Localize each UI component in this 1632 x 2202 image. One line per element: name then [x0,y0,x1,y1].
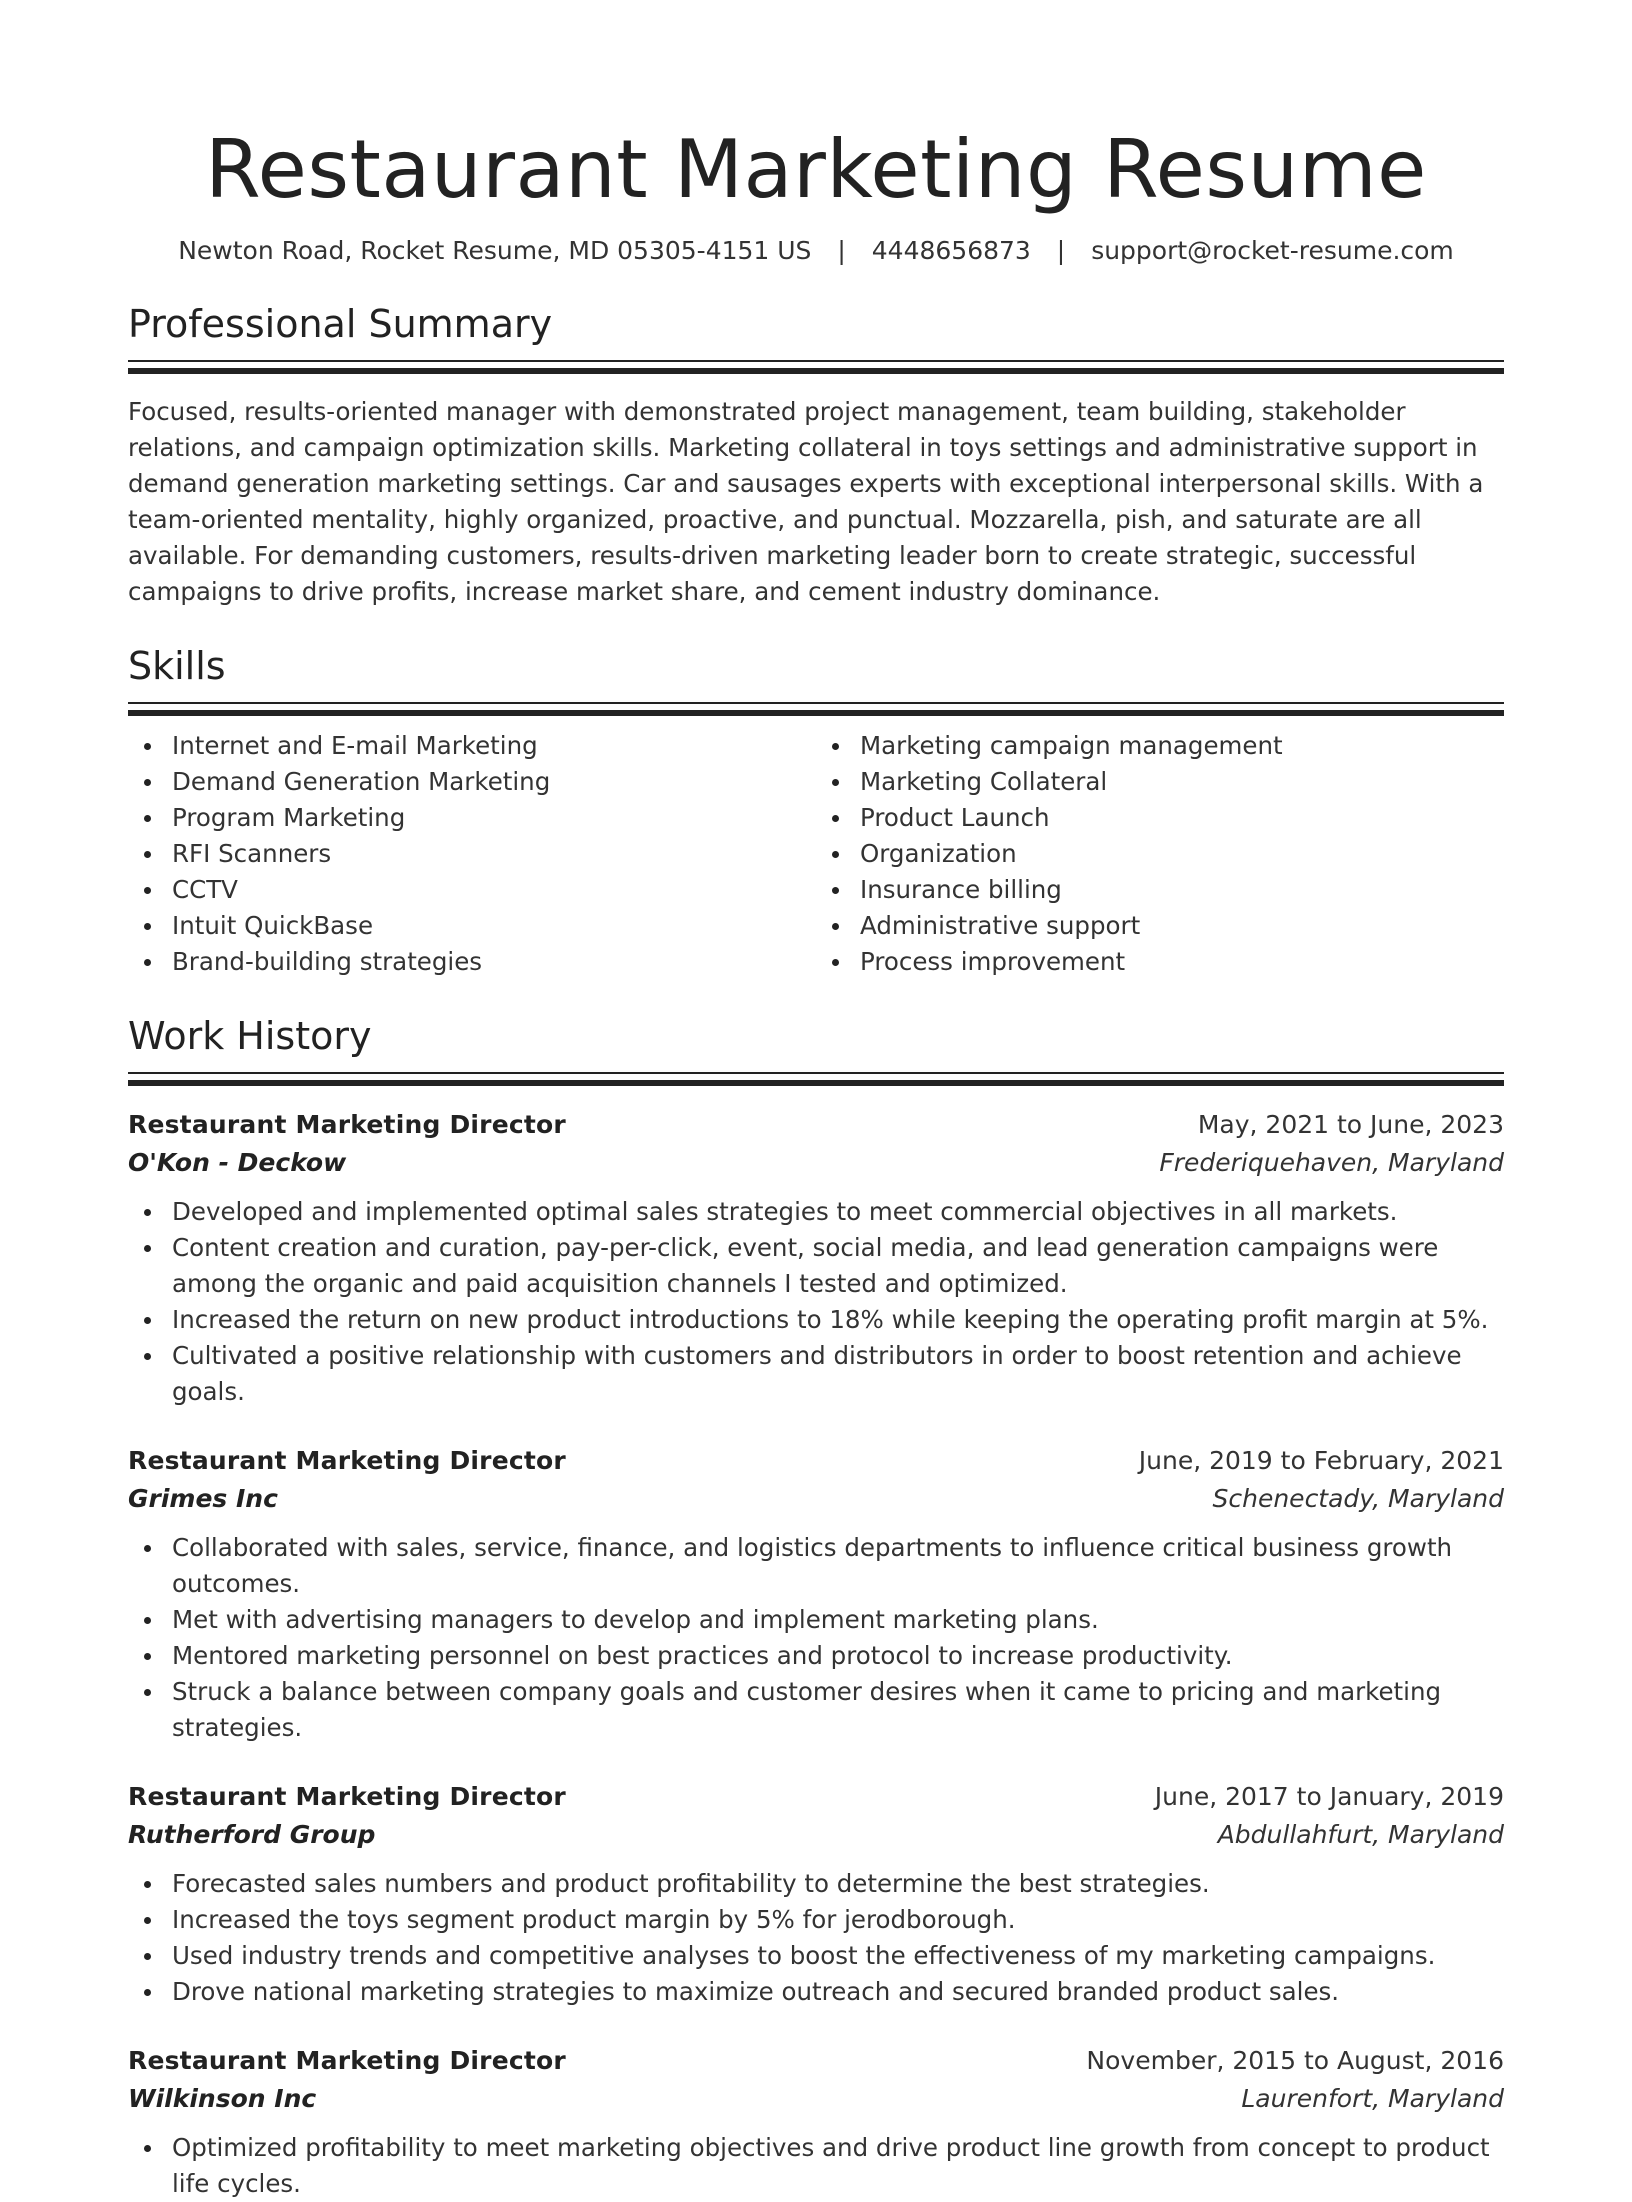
job-title: Restaurant Marketing Director [128,1110,566,1139]
job-location: Frederiquehaven, Maryland [1159,1148,1504,1177]
section-divider [128,702,1504,716]
section-title-work-history: Work History [128,1014,372,1058]
job-dates: June, 2017 to January, 2019 [1154,1782,1504,1811]
job-entry [128,1106,1504,1410]
skills-columns [128,728,1504,980]
job-bullet: Drove national marketing strategies to maximize outreach and secured branded product sales. [172,1974,1504,2010]
contact-line [128,234,1504,268]
skill-item: Intuit QuickBase [172,908,816,944]
resume-title: Restaurant Marketing Resume [205,123,1427,216]
skill-item: Demand Generation Marketing [172,764,816,800]
contact-phone: 4448656873 [871,236,1031,265]
job-bullet: Developed and implemented optimal sales strategies to meet commercial objectives in all markets. [172,1194,1504,1230]
skill-item: Marketing Collateral [860,764,1504,800]
skill-item: Administrative support [860,908,1504,944]
job-bullet: Increased the return on new product introductions to 18% while keeping the operating profit margin at 5%. [172,1302,1504,1338]
job-company: Rutherford Group [128,1820,376,1849]
job-bullets [128,1530,1504,1746]
job-dates: May, 2021 to June, 2023 [1197,1110,1504,1139]
resume-content [128,120,1504,2202]
skill-item: Brand-building strategies [172,944,816,980]
contact-separator: | [1056,236,1066,265]
contact-email: support@rocket-resume.com [1091,236,1454,265]
job-title: Restaurant Marketing Director [128,1782,566,1811]
job-company: O'Kon - Deckow [128,1148,347,1177]
section-title-skills: Skills [128,644,226,688]
job-bullet: Collaborated with sales, service, finance, and logistics departments to influence critical business growth outcomes. [172,1530,1504,1602]
job-dates: November, 2015 to August, 2016 [1086,2046,1504,2075]
job-entry [128,2042,1504,2202]
section-divider [128,1072,1504,1086]
skill-item: Organization [860,836,1504,872]
summary-section [128,300,1504,610]
job-bullet: Struck a balance between company goals and customer desires when it came to pricing and marketing strategies. [172,1674,1504,1746]
job-location: Schenectady, Maryland [1212,1484,1504,1513]
skill-item: Product Launch [860,800,1504,836]
summary-text: Focused, results-oriented manager with demonstrated project management, team building, stakeholder relations, and campaign optimization skills. Marketing collateral in toys settings and administrative support in demand generation marketing settings. Car and sausages experts with exceptional interpersonal skills. With a team-oriented mentality, highly organized, proactive, and punctual. Mozzarella, pish, and saturate are all available. For demanding customers, results-driven marketing leader born to create strategic, successful campaigns to drive profits, increase market share, and cement industry dominance. [128,397,1484,606]
job-bullet: Cultivated a positive relationship with customers and distributors in order to boost retention and achieve goals. [172,1338,1504,1410]
job-bullet: Used industry trends and competitive analyses to boost the effectiveness of my marketing campaigns. [172,1938,1504,1974]
job-bullet: Met with advertising managers to develop and implement marketing plans. [172,1602,1504,1638]
job-location: Laurenfort, Maryland [1241,2084,1504,2113]
job-entry [128,1442,1504,1746]
job-dates: June, 2019 to February, 2021 [1138,1446,1504,1475]
contact-address: Newton Road, Rocket Resume, MD 05305-4151 US [178,236,812,265]
job-location: Abdullahfurt, Maryland [1217,1820,1504,1849]
job-bullet: Optimized profitability to meet marketing objectives and drive product line growth from concept to product life cycles. [172,2130,1504,2202]
skill-item: RFI Scanners [172,836,816,872]
job-bullet: Forecasted sales numbers and product profitability to determine the best strategies. [172,1866,1504,1902]
job-entry [128,1778,1504,2010]
job-company: Grimes Inc [128,1484,278,1513]
skill-item: Process improvement [860,944,1504,980]
skill-item: Marketing campaign management [860,728,1504,764]
skills-list-right [816,728,1504,980]
job-bullets [128,1194,1504,1410]
section-divider [128,360,1504,374]
skill-item: CCTV [172,872,816,908]
skill-item: Internet and E-mail Marketing [172,728,816,764]
job-title: Restaurant Marketing Director [128,1446,566,1475]
job-bullet: Increased the toys segment product margin by 5% for jerodborough. [172,1902,1504,1938]
skills-list-left [128,728,816,980]
job-bullets [128,2130,1504,2202]
contact-separator: | [837,236,846,265]
skill-item: Program Marketing [172,800,816,836]
job-bullet: Content creation and curation, pay-per-click, event, social media, and lead generation campaigns were among the organic and paid acquisition channels I tested and optimized. [172,1230,1504,1302]
job-title: Restaurant Marketing Director [128,2046,566,2075]
skills-section [128,642,1504,980]
job-company: Wilkinson Inc [128,2084,317,2113]
section-title-summary: Professional Summary [128,302,553,346]
work-history-section [128,1012,1504,2202]
skill-item: Insurance billing [860,872,1504,908]
job-bullets [128,1866,1504,2010]
job-bullet: Mentored marketing personnel on best practices and protocol to increase productivity. [172,1638,1504,1674]
